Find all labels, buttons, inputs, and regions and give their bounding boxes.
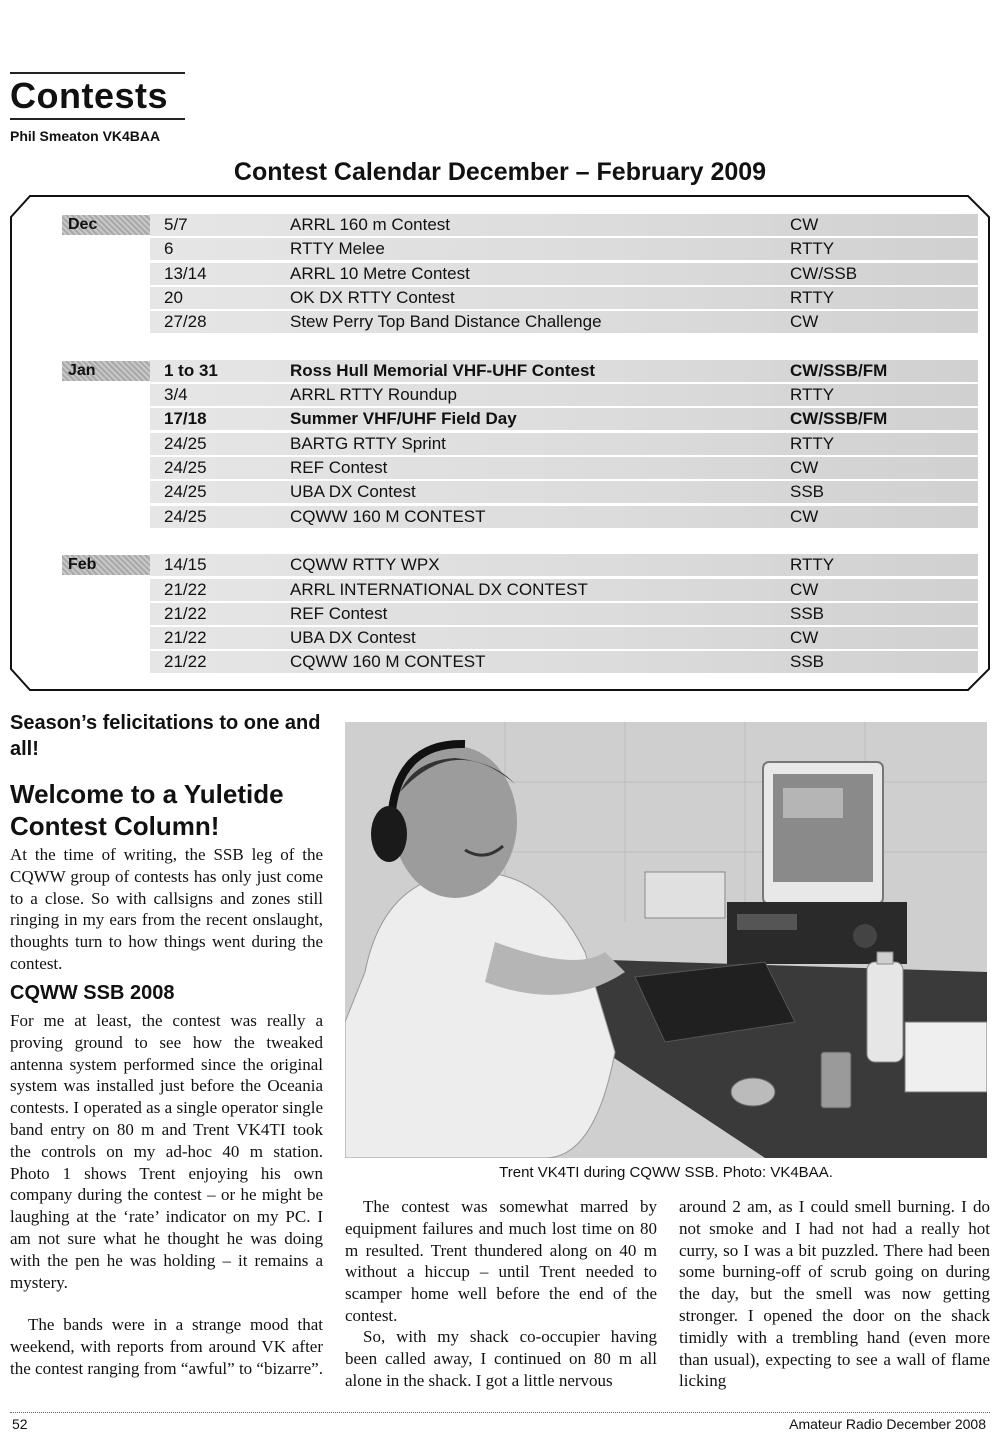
calendar-row — [150, 433, 978, 455]
publication-footer: Amateur Radio December 2008 — [789, 1416, 986, 1432]
contest-mode: CW — [790, 312, 819, 332]
contest-name: REF Contest — [290, 458, 388, 477]
contest-mode: CW — [790, 215, 819, 234]
contest-name: BARTG RTTY Sprint — [290, 433, 446, 453]
contest-date: 6 — [164, 239, 174, 259]
contest-date: 21/22 — [164, 579, 207, 599]
photo-illustration — [345, 722, 987, 1158]
contest-name: OK DX RTTY Contest — [290, 287, 455, 307]
contest-mode: SSB — [790, 603, 825, 623]
month-label-text: Feb — [68, 556, 97, 574]
calendar-row — [150, 238, 978, 260]
month-label-1 — [62, 361, 150, 381]
calendar-row — [150, 360, 978, 382]
contest-date: 24/25 — [164, 506, 207, 526]
contest-mode: CW/SSB/FM — [790, 409, 888, 429]
contest-date: 24/25 — [164, 433, 207, 453]
contest-mode: SSB — [790, 652, 825, 672]
contest-name: Ross Hull Memorial VHF-UHF Contest — [290, 360, 596, 380]
body-paragraph-4: So, with my shack co-occupier having been called away, I continued on 80 m all alone in the shack. I got a little nervous — [345, 1327, 657, 1390]
calendar-row — [150, 506, 978, 528]
contest-mode: CW/SSB — [790, 263, 858, 283]
contest-date: 5/7 — [164, 215, 188, 234]
contest-date: 1 to 31 — [164, 360, 218, 380]
calendar-row — [150, 408, 978, 430]
page-number: 52 — [12, 1416, 28, 1432]
intro-paragraph: At the time of writing, the SSB leg of the CQWW group of contests has only just come to a close. So with callsigns and zones still ringing in my ears from the recent onslaught, thoughts turn to how things went during the contest. — [10, 845, 323, 973]
contest-date: 24/25 — [164, 482, 207, 502]
contest-mode: RTTY — [790, 287, 835, 307]
month-label-text: Jan — [68, 361, 96, 379]
contest-date: 14/15 — [164, 555, 207, 575]
contest-date: 27/28 — [164, 312, 207, 332]
welcome-heading: Welcome to a Yuletide Contest Column! — [10, 779, 284, 841]
contest-name: Summer VHF/UHF Field Day — [290, 409, 517, 429]
photo-trent-at-station — [345, 722, 987, 1158]
month-label-text: Dec — [68, 216, 98, 233]
contest-name: UBA DX Contest — [290, 482, 416, 502]
contest-date: 20 — [164, 287, 183, 307]
section-title: Contests — [10, 75, 169, 116]
header-rule-bottom — [10, 118, 185, 120]
author-byline: Phil Smeaton VK4BAA — [10, 128, 161, 144]
calendar-row — [150, 603, 978, 625]
calendar-row — [150, 627, 978, 649]
contest-mode: CW — [790, 628, 819, 648]
contest-mode: CW — [790, 579, 819, 599]
contest-name: ARRL 10 Metre Contest — [290, 263, 470, 283]
contest-name: RTTY Melee — [290, 239, 385, 259]
calendar-row — [150, 651, 978, 673]
contest-name: ARRL RTTY Roundup — [290, 385, 457, 405]
contest-name: Stew Perry Top Band Distance Challenge — [290, 312, 602, 332]
season-heading: Season’s felicitations to one and all! — [10, 712, 321, 760]
contest-mode: SSB — [790, 482, 825, 502]
body-paragraph-3: The contest was somewhat marred by equipment failures and much lost time on 80 m resulted. Trent thundered along on 40 m without a hiccup – until Trent needed to scamper home well before the end of the contest. — [345, 1197, 657, 1325]
body-paragraph-2: The bands were in a strange mood that weekend, with reports from around VK after the contest ranging from “awful” to “bizarre”. — [10, 1315, 323, 1378]
contest-mode: RTTY — [790, 385, 835, 405]
contest-name: CQWW RTTY WPX — [290, 555, 440, 575]
contest-date: 21/22 — [164, 603, 207, 623]
contest-date: 24/25 — [164, 458, 207, 477]
calendar-row — [150, 481, 978, 503]
calendar-row — [150, 457, 978, 479]
calendar-row — [150, 214, 978, 236]
contest-name: CQWW 160 M CONTEST — [290, 652, 486, 672]
contest-date: 13/14 — [164, 263, 207, 283]
footer-rule — [10, 1412, 990, 1413]
contest-name: ARRL INTERNATIONAL DX CONTEST — [290, 579, 588, 599]
cqww-subheading: CQWW SSB 2008 — [10, 982, 175, 1004]
month-label-0 — [62, 215, 150, 235]
calendar-row — [150, 311, 978, 333]
contest-mode: CW — [790, 506, 819, 526]
contest-name: REF Contest — [290, 603, 388, 623]
photo-caption: Trent VK4TI during CQWW SSB. Photo: VK4BAA. — [499, 1164, 833, 1181]
calendar-title: Contest Calendar December – February 2009 — [233, 158, 767, 186]
calendar-row — [150, 579, 978, 601]
contest-name: CQWW 160 M CONTEST — [290, 506, 486, 526]
contest-name: UBA DX Contest — [290, 628, 416, 648]
contest-mode: CW/SSB/FM — [790, 360, 888, 380]
contest-mode: RTTY — [790, 555, 835, 575]
contest-mode: CW — [790, 458, 819, 477]
contest-date: 21/22 — [164, 628, 207, 648]
contest-calendar — [10, 195, 990, 691]
contest-date: 17/18 — [164, 409, 207, 429]
contest-name: ARRL 160 m Contest — [290, 215, 450, 234]
body-paragraph-1: For me at least, the contest was really a proving ground to see how the tweaked antenna system performed since the original system was installed just before the Oceania contests. I operated as a single operator single band entry on 80 m and Trent VK4TI took the controls on my ad-hoc 40 m station. Photo 1 shows Trent enjoying his own company during the contest – or he might be laughing at the ‘rate’ indicator on my PC. I am not sure what he thought he was doing with the pen he was holding – it remains a mystery. — [10, 1011, 323, 1292]
month-label-2 — [62, 555, 150, 575]
contest-date: 21/22 — [164, 652, 207, 672]
calendar-row — [150, 554, 978, 576]
contest-mode: RTTY — [790, 433, 835, 453]
body-paragraph-5: around 2 am, as I could smell burning. I do not smoke and I had not had a really hot curry, so I was a bit puzzled. There had been some burning-off of scrub going on during the day, but the smell was now getting stronger. I opened the door on the shack timidly with a trembling hand (even more than usual), expecting to see a wall of flame licking — [679, 1197, 990, 1391]
calendar-row — [150, 384, 978, 406]
contest-date: 3/4 — [164, 385, 188, 405]
calendar-row — [150, 263, 978, 285]
calendar-row — [150, 287, 978, 309]
contest-mode: RTTY — [790, 239, 835, 259]
